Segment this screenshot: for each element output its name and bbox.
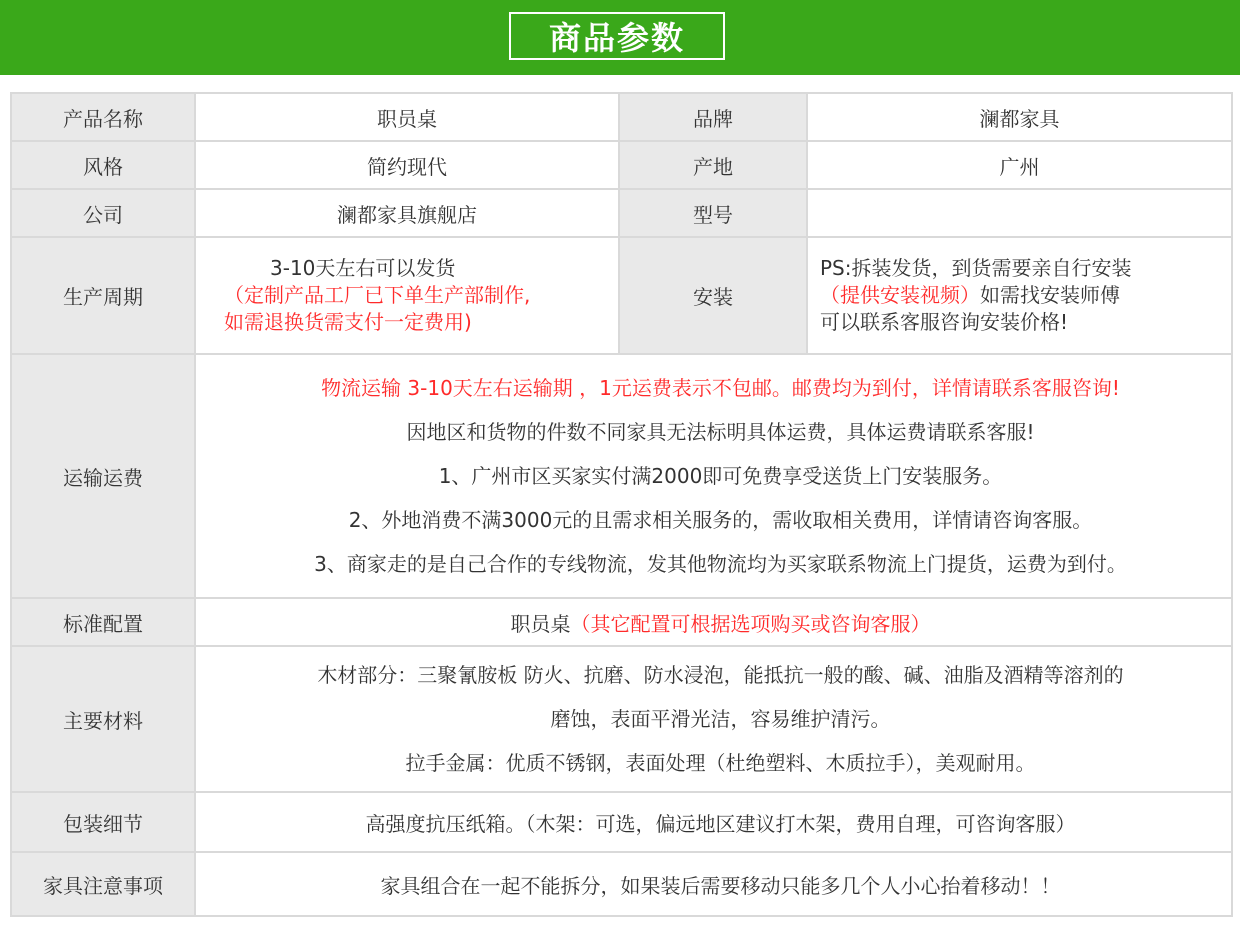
value-company: 澜都家具旗舰店 (195, 189, 619, 237)
banner-title: 商品参数 (509, 12, 725, 60)
label-standard-config: 标准配置 (11, 598, 195, 646)
cycle-note-line1: （定制产品工厂已下单生产部制作, (224, 283, 531, 307)
product-params-table (10, 92, 1231, 915)
value-model (807, 189, 1232, 237)
cycle-note-line2: 如需退换货需支付一定费用) (224, 310, 472, 334)
value-standard-config (195, 598, 1232, 646)
materials-line: 木材部分：三聚氰胺板 防火、抗磨、防水浸泡，能抵抗一般的酸、碱、油脂及酒精等溶剂的 (317, 663, 1124, 687)
standard-config-value: 职员桌 (510, 611, 571, 636)
value-product-name: 职员桌 (195, 93, 619, 141)
label-shipping: 运输运费 (11, 354, 195, 598)
materials-row (11, 646, 1232, 792)
install-video-note: （提供安装视频） (820, 283, 980, 307)
label-brand: 品牌 (619, 93, 807, 141)
install-line2-rest: 如需找安装师傅 (980, 283, 1120, 307)
label-company: 公司 (11, 189, 195, 237)
header-banner (0, 0, 1240, 75)
label-origin: 产地 (619, 141, 807, 189)
shipping-row (11, 354, 1232, 598)
install-line3: 可以联系客服咨询安装价格! (820, 310, 1069, 334)
label-install: 安装 (619, 237, 807, 354)
standard-config-note: （其它配置可根据选项购买或咨询客服） (570, 611, 931, 636)
shipping-line: 2、外地消费不满3000元的且需求相关服务的，需收取相关费用，详情请咨询客服。 (348, 508, 1093, 532)
value-shipping (195, 354, 1232, 598)
param-row-name-brand (11, 93, 1232, 141)
param-row-company-model (11, 189, 1232, 237)
label-materials: 主要材料 (11, 646, 195, 792)
label-packaging: 包装细节 (11, 792, 195, 852)
value-origin: 广州 (807, 141, 1232, 189)
label-product-name: 产品名称 (11, 93, 195, 141)
label-style: 风格 (11, 141, 195, 189)
notes-row (11, 852, 1232, 916)
materials-line: 磨蚀，表面平滑光洁，容易维护清污。 (550, 707, 891, 731)
standard-config-row (11, 598, 1232, 646)
param-row-cycle-install (11, 237, 1232, 354)
value-production-cycle (195, 237, 619, 354)
label-model: 型号 (619, 189, 807, 237)
cycle-main-text: 3-10天左右可以发货 (270, 256, 456, 280)
packaging-row (11, 792, 1232, 852)
install-main-text: PS:拆装发货，到货需要亲自行安装 (820, 256, 1132, 280)
value-style: 简约现代 (195, 141, 619, 189)
value-notes: 家具组合在一起不能拆分，如果装后需要移动只能多几个人小心抬着移动！！ (195, 852, 1232, 916)
shipping-line: 3、商家走的是自己合作的专线物流，发其他物流均为买家联系物流上门提货，运费为到付。 (314, 552, 1127, 576)
value-packaging: 高强度抗压纸箱。（木架：可选，偏远地区建议打木架，费用自理，可咨询客服） (195, 792, 1232, 852)
label-notes: 家具注意事项 (11, 852, 195, 916)
install-line2 (820, 282, 1231, 309)
label-production-cycle: 生产周期 (11, 237, 195, 354)
shipping-line: 因地区和货物的件数不同家具无法标明具体运费，具体运费请联系客服! (406, 420, 1035, 444)
value-materials (195, 646, 1232, 792)
value-install (807, 237, 1232, 354)
shipping-red-line: 物流运输 3-10天左右运输期 ，1元运费表示不包邮。邮费均为到付，详情请联系客服咨询! (321, 376, 1120, 400)
param-row-style-origin (11, 141, 1232, 189)
shipping-line: 1、广州市区买家实付满2000即可免费享受送货上门安装服务。 (438, 464, 1003, 488)
materials-line: 拉手金属：优质不锈钢，表面处理（杜绝塑料、木质拉手），美观耐用。 (405, 751, 1036, 775)
value-brand: 澜都家具 (807, 93, 1232, 141)
